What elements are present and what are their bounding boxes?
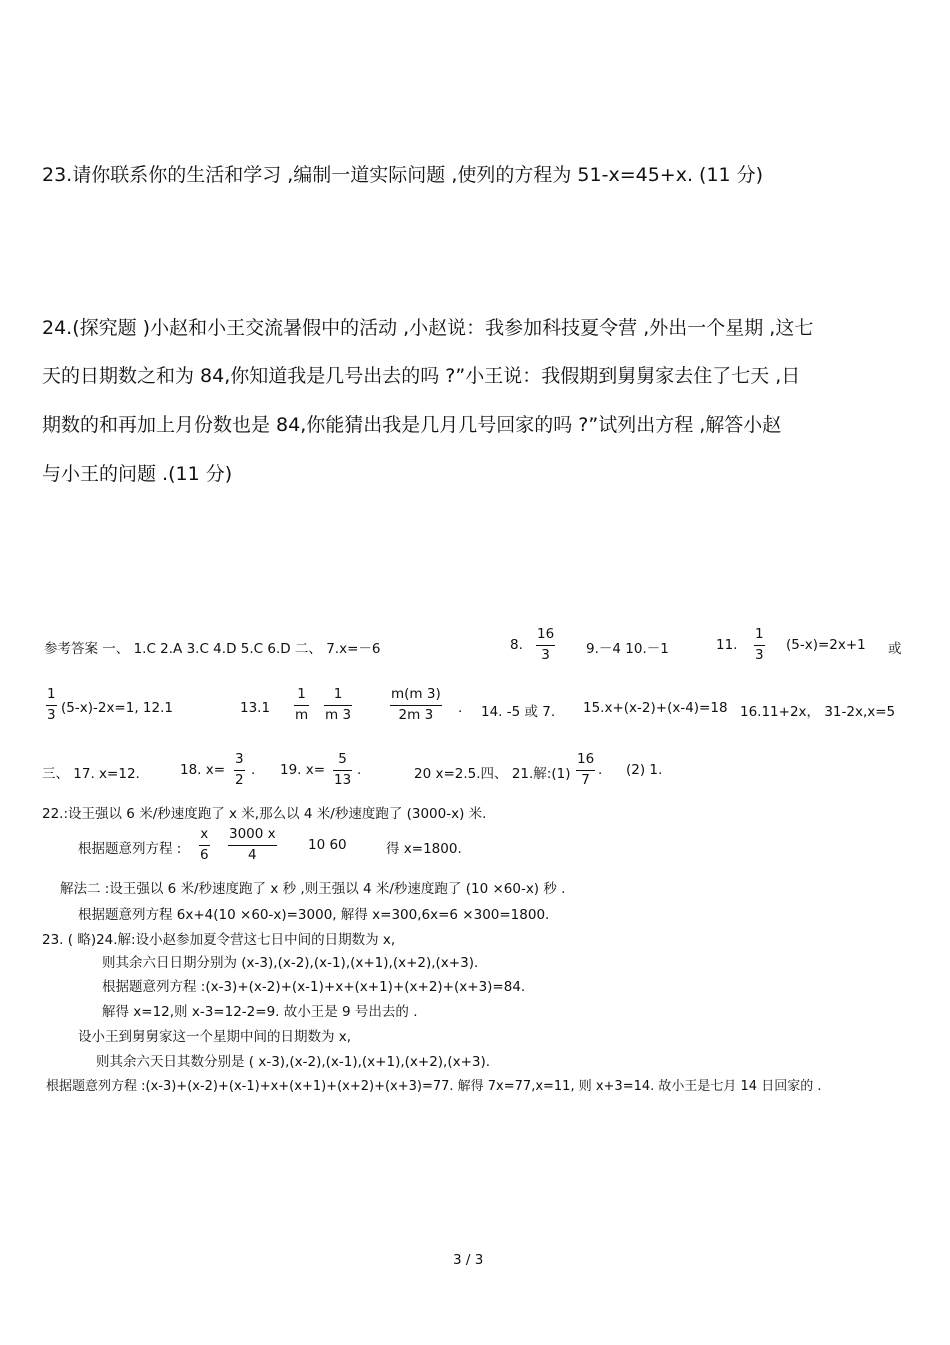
answer-22-line1: 22.:设王强以 6 米/秒速度跑了 x 米,那么以 4 米/秒速度跑了 (3000-x) 米. [42, 806, 487, 822]
fraction-mm3-2m3: m(m 3) 2m 3 [391, 686, 441, 723]
answer-11-or: 或 [888, 641, 902, 657]
question-24-line3: 期数的和再加上月份数也是 84,你能猜出我是几月几号回家的吗 ?”试列出方程 ,解答小赵 [42, 414, 782, 436]
page-number: 3 / 3 [453, 1252, 484, 1268]
answers-1-6: 参考答案 一、 1.C 2.A 3.C 4.D 5.C 6.D 二、 7.x=－6 [44, 641, 381, 657]
fraction-5-13: 5 13 [334, 751, 352, 788]
answer-22-method2: 解法二 :设王强以 6 米/秒速度跑了 x 秒 ,则王强以 4 米/秒速度跑了 (10 ×60-x) 秒 . [60, 881, 566, 897]
answer-17: 三、 17. x=12. [42, 766, 140, 782]
fraction-1-3-b: 1 3 [47, 686, 56, 723]
answer-15: 15.x+(x-2)+(x-4)=18 [583, 700, 728, 716]
answers-9-10: 9.－4 10.－1 [586, 641, 669, 657]
fraction-16-7: 16 7 [577, 751, 595, 788]
answer-22-result: 得 x=1800. [386, 841, 462, 857]
fraction-1-3: 1 3 [755, 626, 764, 663]
answer-11-label: 11. [716, 637, 738, 653]
answer-8-label: 8. [510, 637, 523, 653]
answer-22-equation-label: 根据题意列方程 : [78, 841, 182, 857]
answer-14: 14. -5 或 7. [481, 704, 556, 720]
answer-24-line3: 解得 x=12,则 x-3=12-2=9. 故小王是 9 号出去的 . [102, 1004, 418, 1020]
answer-21-period: . [598, 762, 603, 778]
answer-18-period: . [251, 762, 256, 778]
fraction-3000-x-4: 3000 x 4 [229, 826, 276, 863]
question-24-line4: 与小王的问题 .(11 分) [42, 463, 233, 485]
answer-24-intro: 23. ( 略)24.解:设小赵参加夏令营这七日中间的日期数为 x, [42, 932, 396, 948]
answer-19-period: . [357, 762, 362, 778]
fraction-16-3: 16 3 [537, 626, 555, 663]
answer-24-line6: 根据题意列方程 :(x-3)+(x-2)+(x-1)+x+(x+1)+(x+2)+(x+3)=77. 解得 7x=77,x=11, 则 x+3=14. 故小王是七月 14 日回家的 . [46, 1079, 822, 1094]
question-24-line2: 天的日期数之和为 84,你知道我是几号出去的吗 ?”小王说：我假期到舅舅家去住了七天 ,日 [42, 365, 801, 387]
answer-24-line2: 根据题意列方程 :(x-3)+(x-2)+(x-1)+x+(x+1)+(x+2)+(x+3)=84. [102, 979, 526, 995]
fraction-1-m3: 1 m 3 [325, 686, 352, 723]
answer-11-equation: (5-x)=2x+1 [786, 637, 866, 653]
answer-20-21: 20 x=2.5.四、 21.解:(1) [414, 766, 571, 782]
answer-16: 16.11+2x， 31-2x,x=5 [740, 704, 896, 720]
answer-21-part2: (2) 1. [626, 762, 663, 778]
answer-18-label: 18. x= [180, 762, 226, 778]
question-23: 23.请你联系你的生活和学习 ,编制一道实际问题 ,使列的方程为 51-x=45+x. (11 分) [42, 164, 764, 186]
answer-13-label: 13.1 [240, 700, 271, 716]
answer-13-period: . [458, 700, 463, 716]
answer-22-rhs: 10 60 [308, 837, 347, 853]
fraction-1-m: 1 m [295, 686, 309, 723]
answer-24-line1: 则其余六日日期分别为 (x-3),(x-2),(x-1),(x+1),(x+2),(x+3). [102, 955, 479, 971]
answer-24-line4: 设小王到舅舅家这一个星期中间的日期数为 x, [78, 1029, 352, 1045]
question-24-line1: 24.(探究题 )小赵和小王交流暑假中的活动 ,小赵说：我参加科技夏令营 ,外出一个星期 ,这七 [42, 317, 814, 339]
fraction-3-2: 3 2 [235, 751, 244, 788]
answer-19-label: 19. x= [280, 762, 326, 778]
answer-22-method2-eq: 根据题意列方程 6x+4(10 ×60-x)=3000, 解得 x=300,6x=6 ×300=1800. [78, 907, 550, 923]
answer-24-line5: 则其余六天日其数分别是 ( x-3),(x-2),(x-1),(x+1),(x+2),(x+3). [96, 1054, 491, 1070]
fraction-x-6: x 6 [200, 826, 209, 863]
answer-11-12: (5-x)-2x=1, 12.1 [61, 700, 173, 716]
